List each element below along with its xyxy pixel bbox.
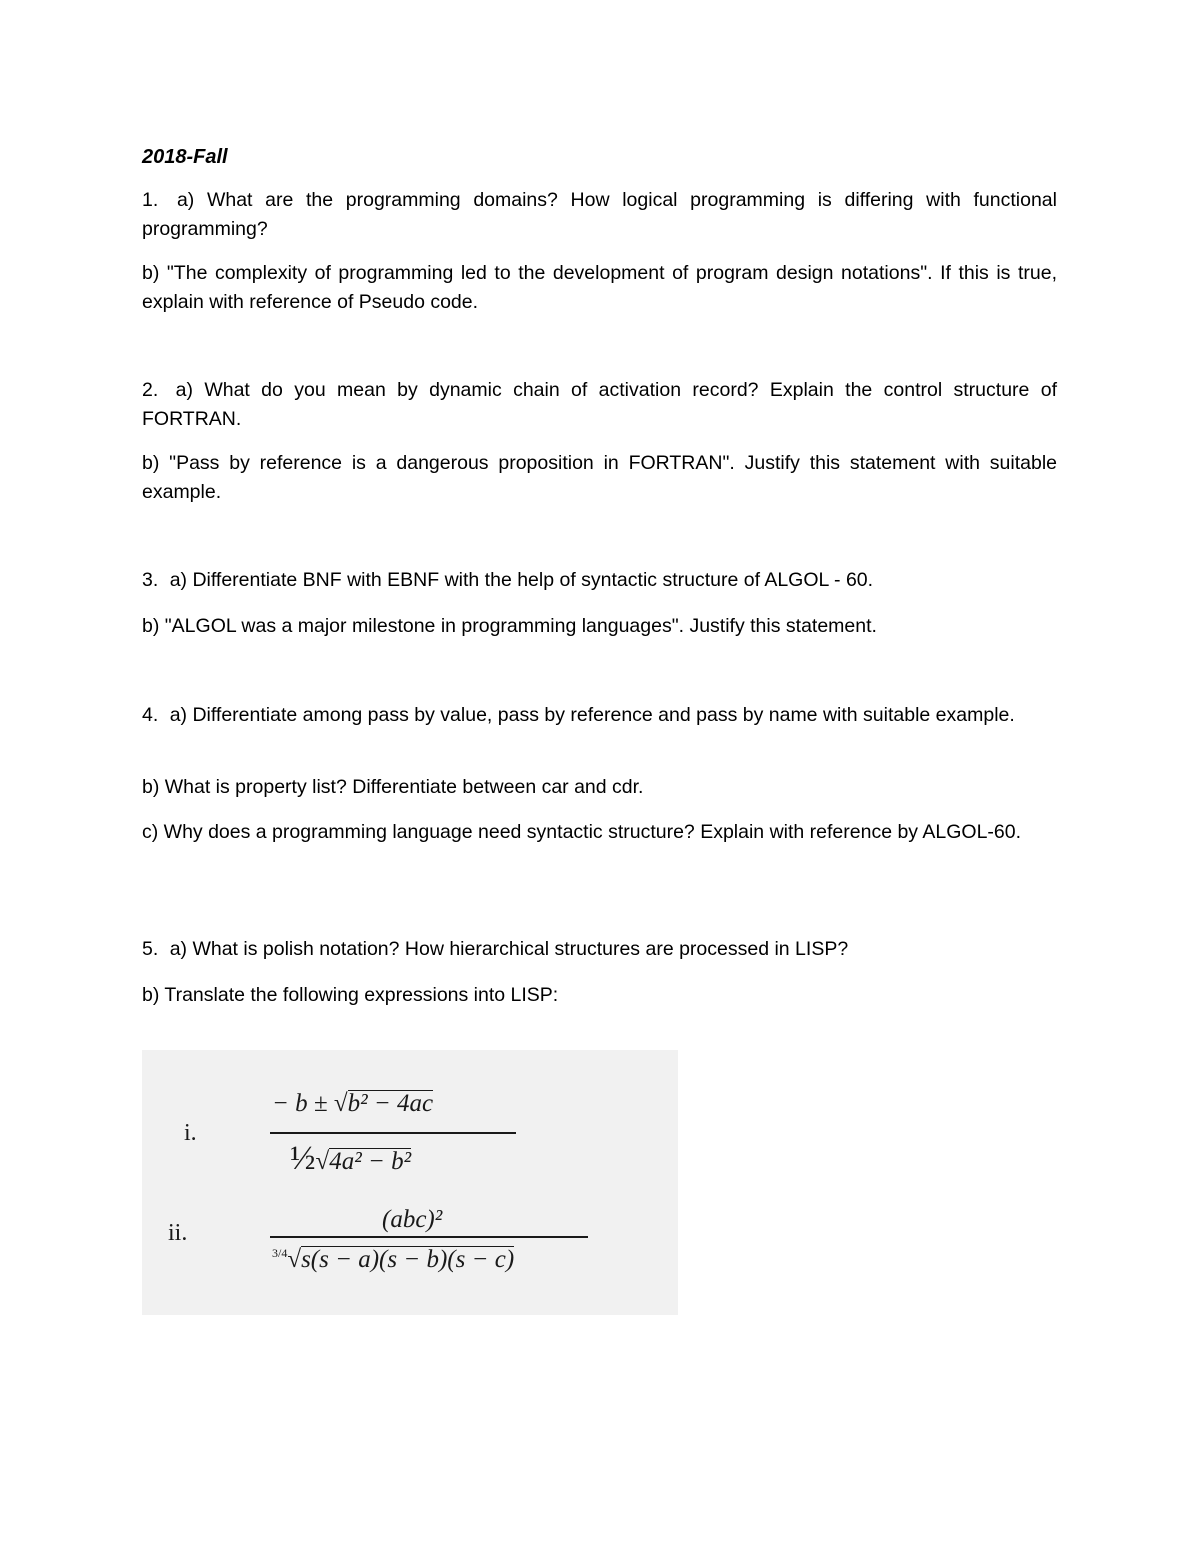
- question-number: 2.: [142, 379, 159, 401]
- question-5-part-b: b) Translate the following expressions into LISP:: [142, 984, 559, 1006]
- question-text: a) What do you mean by dynamic chain of activation record? Explain the control structure of FORTRAN.: [142, 379, 1057, 430]
- question-1-part-a: [142, 186, 1057, 244]
- question-number: 3.: [142, 569, 159, 591]
- sqrt-icon: √: [333, 1090, 348, 1117]
- formula-i-numerator: [272, 1090, 433, 1118]
- formula-i-denominator-coefficient: ½: [290, 1140, 316, 1177]
- question-3-part-b: b) "ALGOL was a major milestone in programming languages". Justify this statement.: [142, 615, 877, 637]
- question-text: a) Differentiate among pass by value, pass by reference and pass by name with suitable example.: [169, 704, 1015, 726]
- question-text: a) What is polish notation? How hierarchical structures are processed in LISP?: [169, 938, 849, 960]
- exam-heading: 2018-Fall: [142, 146, 228, 168]
- formula-i-numerator-prefix: − b ±: [272, 1090, 334, 1117]
- question-1-part-b: b) "The complexity of programming led to the development of program design notations". If this is true, explain with reference of Pseudo code.: [142, 262, 1057, 313]
- sqrt-icon: √: [287, 1246, 302, 1273]
- formula-i-denominator: [290, 1140, 411, 1178]
- formula-i-numerator-radicand: b² − 4ac: [347, 1090, 434, 1117]
- formula-ii-denominator-radicand: s(s − a)(s − b)(s − c): [301, 1246, 515, 1273]
- formula-i-fraction-bar: [270, 1132, 516, 1134]
- question-2-part-a: [142, 376, 1057, 434]
- question-2-part-b: b) "Pass by reference is a dangerous proposition in FORTRAN". Justify this statement with suitable example.: [142, 452, 1057, 503]
- question-4-part-a: [142, 701, 1057, 730]
- question-number: 4.: [142, 704, 159, 726]
- question-text: a) What are the programming domains? How logical programming is differing with functional programming?: [142, 189, 1057, 240]
- question-number: 1.: [142, 189, 159, 211]
- formula-image: [142, 1050, 678, 1315]
- formula-ii-numerator: (abc)²: [382, 1206, 443, 1233]
- formula-i-label: i.: [184, 1120, 197, 1146]
- sqrt-icon: √: [315, 1148, 330, 1175]
- question-text: a) Differentiate BNF with EBNF with the help of syntactic structure of ALGOL - 60.: [169, 569, 874, 591]
- question-4-part-b: b) What is property list? Differentiate between car and cdr.: [142, 776, 644, 798]
- formula-ii-fraction-bar: [270, 1236, 588, 1238]
- question-5-part-a: [142, 935, 1057, 964]
- question-number: 5.: [142, 938, 159, 960]
- question-3-part-a: [142, 566, 1057, 595]
- formula-ii-denominator: [272, 1246, 514, 1274]
- formula-ii-root-index: 3/4: [272, 1246, 288, 1260]
- question-4-part-c: c) Why does a programming language need syntactic structure? Explain with reference by ALGOL-60.: [142, 821, 1022, 843]
- formula-ii-label: ii.: [168, 1220, 188, 1246]
- formula-i-denominator-radicand: 4a² − b²: [329, 1148, 412, 1175]
